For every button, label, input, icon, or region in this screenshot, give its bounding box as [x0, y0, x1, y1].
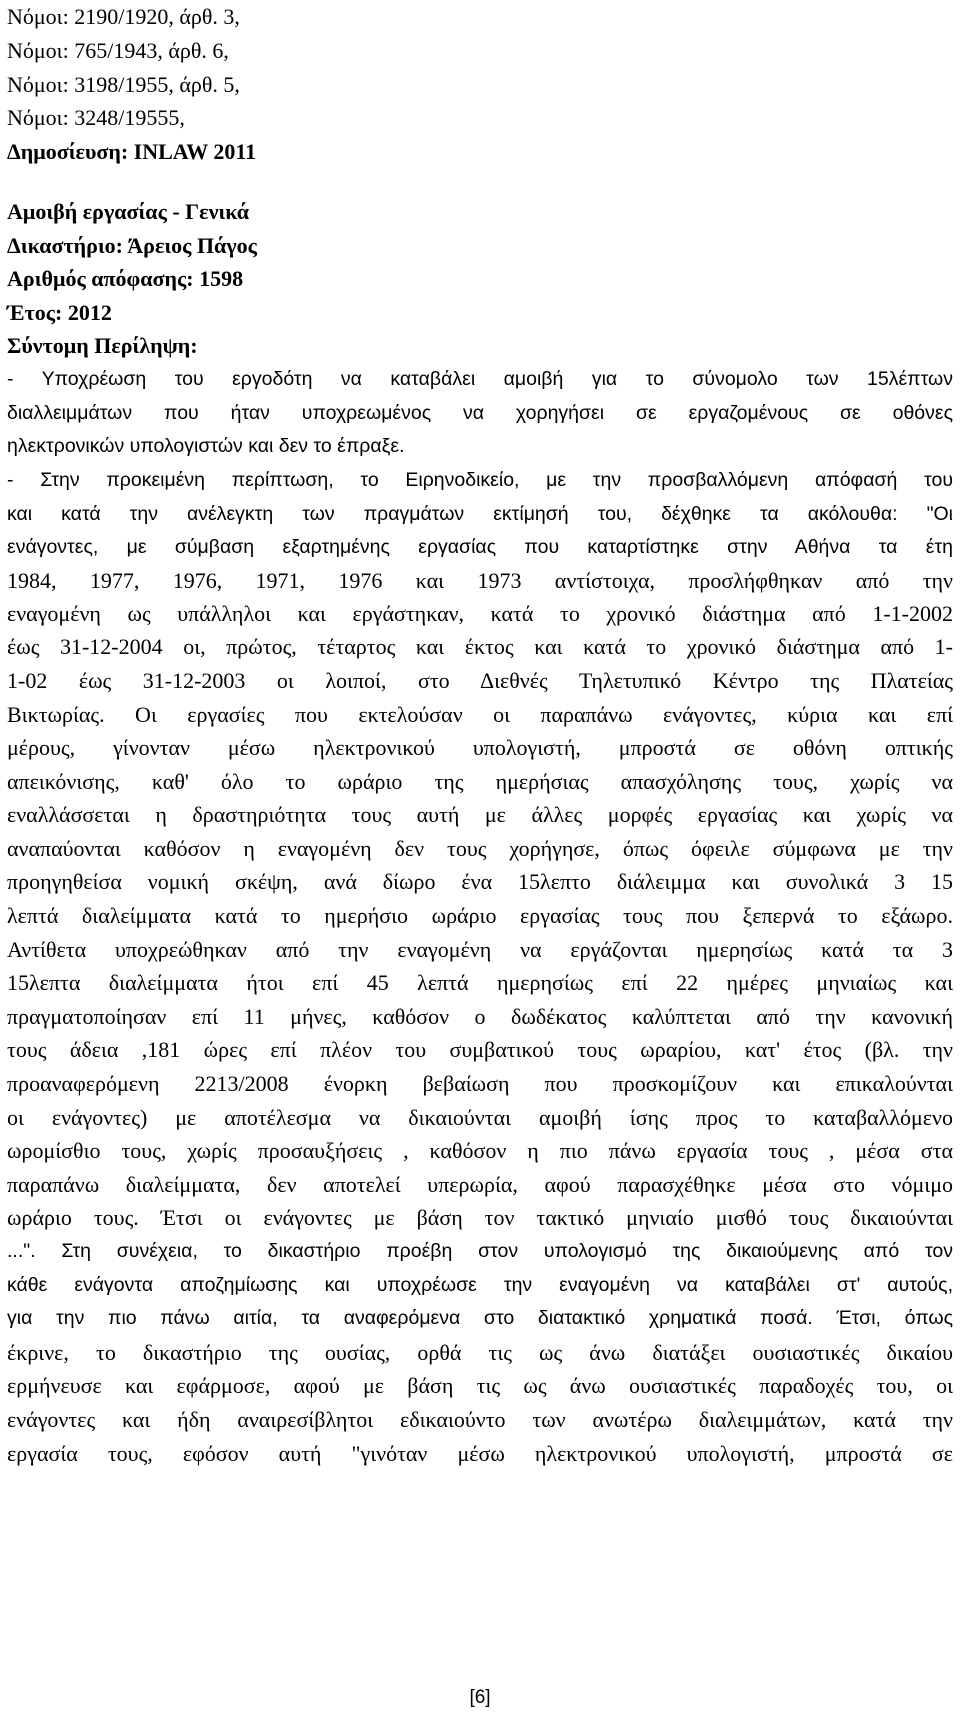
body-line: πραγματοποίησαν επί 11 μήνες, καθόσον ο δωδέκατος καλύπτεται από την κανονική	[7, 1004, 953, 1029]
body-line: 1984, 1977, 1976, 1971, 1976 και 1973 αντίστοιχα, προσλήφθηκαν από την	[7, 568, 953, 593]
body-line: Βικτωρίας. Οι εργασίες που εκτελούσαν οι παραπάνω ενάγοντες, κύρια και επί	[7, 702, 953, 727]
body-line: ενάγοντες και ήδη αναιρεσίβλητοι εδικαιούντο των ανωτέρω διαλειμμάτων, κατά την	[7, 1407, 953, 1432]
body-line: ερμήνευσε και εφάρμοσε, αφού με βάση τις ως άνω ουσιαστικές παραδοχές του, οι	[7, 1373, 953, 1398]
body-line: Αντίθετα υποχρεώθηκαν από την εναγομένη να εργάζονται ημερησίως κατά τα 3	[7, 937, 953, 962]
body-line: απεικόνισης, καθ' όλο το ωράριο της ημερήσιας απασχόλησης τους, χωρίς να	[7, 769, 953, 794]
case-decision-number: Αριθμός απόφασης: 1598	[7, 266, 244, 291]
body-line: προηγηθείσα νομική σκέψη, ανά δίωρο ένα 15λεπτο διάλειμμα και συνολικά 3 15	[7, 869, 953, 894]
body-line: ωράριο τους. Έτσι οι ενάγοντες με βάση τον τακτικό μηνιαίο μισθό τους δικαιούνται	[7, 1205, 953, 1230]
page-number: [6]	[469, 1687, 491, 1708]
law-ref-4: Νόμοι: 3248/19555,	[7, 105, 185, 130]
case-court: Δικαστήριο: Άρειος Πάγος	[7, 233, 257, 258]
body-line: ...". Στη συνέχεια, το δικαστήριο προέβη στον υπολογισμό της δικαιούμενης από τον	[7, 1240, 953, 1262]
body-line: λεπτά διαλείμματα κατά το ημερήσιο ωράριο εργασίας τους που ξεπερνά το εξάωρο.	[7, 903, 953, 928]
law-ref-2: Νόμοι: 765/1943, άρθ. 6,	[7, 38, 229, 63]
law-ref-3: Νόμοι: 3198/1955, άρθ. 5,	[7, 72, 240, 97]
body-line: και κατά την ανέλεγκτη των πραγμάτων εκτίμησή του, δέχθηκε τα ακόλουθα: "Οι	[7, 503, 953, 525]
body-line: οι ενάγοντες) με αποτέλεσμα να δικαιούνται αμοιβή ίσης προς το καταβαλλόμενο	[7, 1105, 953, 1130]
body-line: εναγομένη ως υπάλληλοι και εργάστηκαν, κατά το χρονικό διάστημα από 1-1-2002	[7, 601, 953, 626]
law-ref-1: Νόμοι: 2190/1920, άρθ. 3,	[7, 4, 240, 29]
body-line: εργασία τους, εφόσον αυτή "γινόταν μέσω ηλεκτρονικού υπολογιστή, μπροστά σε	[7, 1441, 953, 1466]
summary-line: ηλεκτρονικών υπολογιστών και δεν το έπραξε.	[7, 435, 405, 457]
case-subject: Αμοιβή εργασίας - Γενικά	[7, 199, 250, 224]
body-line: τους άδεια ,181 ώρες επί πλέον του συμβατικού τους ωραρίου, κατ' έτος (βλ. την	[7, 1037, 953, 1062]
summary-heading: Σύντομη Περίληψη:	[7, 333, 198, 358]
body-line: 1-02 έως 31-12-2003 οι λοιποί, στο Διεθνές Τηλετυπικό Κέντρο της Πλατείας	[7, 668, 953, 693]
body-line: για την πιο πάνω αιτία, τα αναφερόμενα στο διατακτικό χρηματικά ποσά. Έτσι, όπως	[7, 1307, 953, 1329]
body-line: εναλλάσσεται η δραστηριότητα τους αυτή με άλλες μορφές εργασίας και χωρίς να	[7, 802, 953, 827]
body-line: - Στην προκειμένη περίπτωση, το Ειρηνοδικείο, με την προσβαλλόμενη απόφασή του	[7, 469, 953, 491]
body-line: προαναφερόμενη 2213/2008 ένορκη βεβαίωση που προσκομίζουν και επικαλούνται	[7, 1071, 953, 1096]
body-line: αναπαύονται καθόσον η εναγομένη δεν τους χορήγησε, όπως όφειλε σύμφωνα με την	[7, 836, 953, 861]
body-line: 15λεπτα διαλείμματα ήτοι επί 45 λεπτά ημερησίως επί 22 ημέρες μηνιαίως και	[7, 970, 953, 995]
body-line: παραπάνω διαλείμματα, δεν αποτελεί υπερωρία, αφού παρασχέθηκε μέσα στο νόμιμο	[7, 1172, 953, 1197]
body-line: έκρινε, το δικαστήριο της ουσίας, ορθά τις ως άνω διατάξει ουσιαστικές δικαίου	[7, 1340, 953, 1365]
body-line: έως 31-12-2004 οι, πρώτος, τέταρτος και έκτος και κατά το χρονικό διάστημα από 1-	[7, 634, 953, 659]
publication-line: Δημοσίευση: INLAW 2011	[7, 139, 257, 164]
body-line: ωρομίσθιο τους, χωρίς προσαυξήσεις , καθόσον η πιο πάνω εργασία τους , μέσα στα	[7, 1138, 953, 1163]
body-line: κάθε ενάγοντα αποζημίωσης και υποχρέωσε την εναγομένη να καταβάλει στ' αυτούς,	[7, 1274, 953, 1296]
body-line: μέρους, γίνονταν μέσω ηλεκτρονικού υπολογιστή, μπροστά σε οθόνη οπτικής	[7, 735, 953, 760]
case-year: Έτος: 2012	[7, 300, 112, 325]
summary-line: - Υποχρέωση του εργοδότη να καταβάλει αμοιβή για το σύνομολο των 15λέπτων	[7, 368, 953, 390]
body-line: ενάγοντες, με σύμβαση εξαρτημένης εργασίας που καταρτίστηκε στην Αθήνα τα έτη	[7, 536, 953, 558]
summary-line: διαλλειμμάτων που ήταν υποχρεωμένος να χορηγήσει σε εργαζομένους σε οθόνες	[7, 402, 953, 424]
